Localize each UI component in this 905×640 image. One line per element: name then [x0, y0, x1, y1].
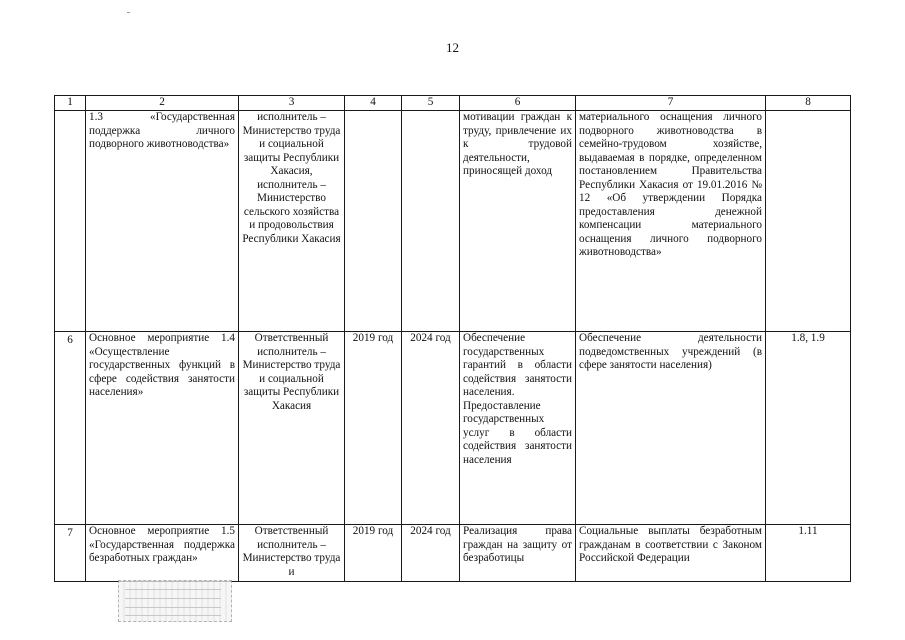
- event-cell: Основное мероприятие 1.5 «Государственная поддержка безработных граждан»: [86, 525, 239, 582]
- indicators-cell: 1.11: [766, 525, 851, 582]
- header-cell: 6: [460, 96, 576, 111]
- header-cell: 5: [402, 96, 460, 111]
- table-header-row: [55, 96, 851, 111]
- table-row: [55, 525, 851, 582]
- executor-cell: Ответственный исполнитель – Министерство труда и: [239, 525, 345, 582]
- end-year-cell: 2024 год: [402, 332, 460, 525]
- start-year-cell: 2019 год: [345, 525, 402, 582]
- table-row: [55, 111, 851, 332]
- description-cell: Обеспечение деятельности подведомственных учреждений (в сфере занятости населения): [576, 332, 766, 525]
- stamp-line: [125, 589, 221, 590]
- end-year-cell: [402, 111, 460, 332]
- row-number: 6: [55, 332, 86, 525]
- header-cell: 8: [766, 96, 851, 111]
- header-cell: 7: [576, 96, 766, 111]
- start-year-cell: [345, 111, 402, 332]
- stamp-line: [125, 598, 221, 599]
- header-cell: 3: [239, 96, 345, 111]
- header-cell: 4: [345, 96, 402, 111]
- header-cell: 2: [86, 96, 239, 111]
- event-cell: Основное мероприятие 1.4 «Осуществление государственных функций в сфере содействия занятости населения»: [86, 332, 239, 525]
- page-number: 12: [446, 40, 459, 55]
- stamp-line: [125, 607, 221, 608]
- result-cell: Обеспечение государственных гарантий в области содействия занятости населения. Предоставление государственных услуг в области содействия занятости населения: [460, 332, 576, 525]
- table-row: [55, 332, 851, 525]
- description-cell: материального оснащения личного подворного животноводства в семейно-трудовом хозяйстве, выдаваемая в порядке, определенном постановлением Правительства Республики Хакасия от 19.01.2016 № 12 «Об утверждении Порядка предоставления денежной компенсации материального оснащения личного подворного животноводства»: [576, 111, 766, 332]
- description-cell: Социальные выплаты безработным гражданам в соответствии с Законом Российской Федерации: [576, 525, 766, 582]
- row-number: [55, 111, 86, 332]
- executor-cell: исполнитель – Министерство труда и социальной защиты Республики Хакасия, исполнитель – Министерство сельского хозяйства и продовольствия Республики Хакасия: [239, 111, 345, 332]
- start-year-cell: 2019 год: [345, 332, 402, 525]
- end-year-cell: 2024 год: [402, 525, 460, 582]
- row-number: 7: [55, 525, 86, 582]
- header-cell: 1: [55, 96, 86, 111]
- indicators-cell: 1.8, 1.9: [766, 332, 851, 525]
- measures-table: [54, 95, 851, 582]
- executor-cell: Ответственный исполнитель – Министерство труда и социальной защиты Республики Хакасия: [239, 332, 345, 525]
- faded-stamp: [118, 580, 232, 622]
- indicators-cell: [766, 111, 851, 332]
- result-cell: Реализация права граждан на защиту от безработицы: [460, 525, 576, 582]
- event-cell: 1.3 «Государственная поддержка личного подворного животноводства»: [86, 111, 239, 332]
- scan-speck: [127, 12, 130, 13]
- result-cell: мотивации граждан к труду, привлечение их к трудовой деятельности, приносящей доход: [460, 111, 576, 332]
- stamp-line: [125, 615, 221, 616]
